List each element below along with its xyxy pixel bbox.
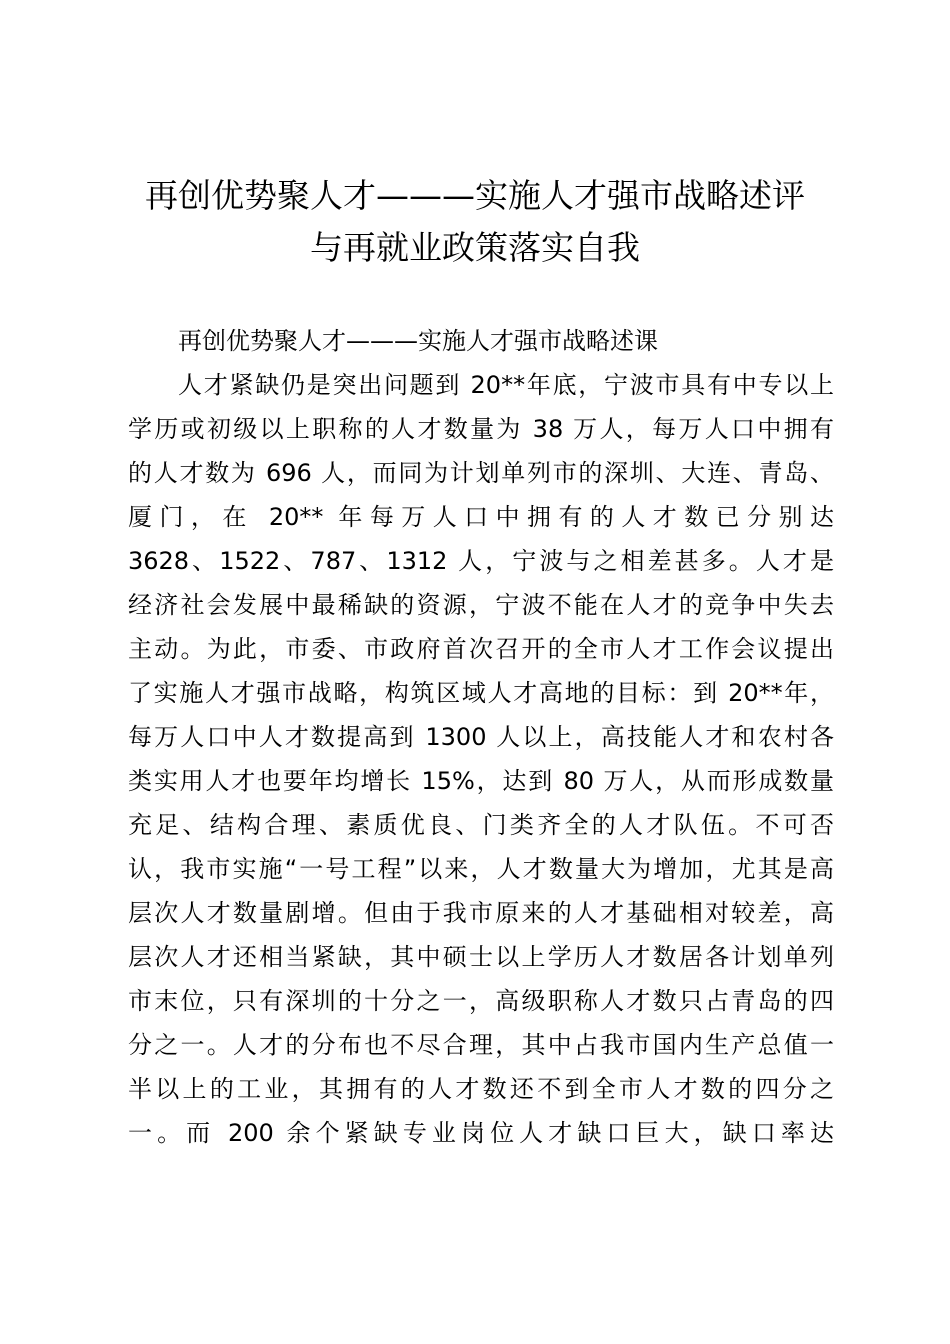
body-line: 了实施人才强市战略，构筑区域人才高地的目标：到 20**年， [128, 679, 834, 707]
body-line: 主动。为此，市委、市政府首次召开的全市人才工作会议提出 [128, 635, 834, 663]
body-line: 3628、1522、787、1312 人，宁波与之相差甚多。人才是 [128, 547, 834, 575]
body-line: 充足、结构合理、素质优良、门类齐全的人才队伍。不可否 [128, 811, 834, 839]
body-line: 认，我市实施“一号工程”以来，人才数量大为增加，尤其是高 [128, 855, 834, 883]
body-line: 层次人才数量剧增。但由于我市原来的人才基础相对较差，高 [128, 899, 834, 927]
body-line: 的人才数为 696 人，而同为计划单列市的深圳、大连、青岛、 [128, 459, 834, 487]
body-line: 一。而 200 余个紧缺专业岗位人才缺口巨大，缺口率达 [128, 1119, 834, 1147]
body-line: 学历或初级以上职称的人才数量为 38 万人，每万人口中拥有 [128, 415, 834, 443]
subtitle-line: 再创优势聚人才———实施人才强市战略述课 [178, 327, 658, 355]
body-line: 分之一。人才的分布也不尽合理，其中占我市国内生产总值一 [128, 1031, 834, 1059]
body-line: 类实用人才也要年均增长 15%，达到 80 万人，从而形成数量 [128, 767, 834, 795]
body-line: 每万人口中人才数提高到 1300 人以上，高技能人才和农村各 [128, 723, 834, 751]
body-line: 层次人才还相当紧缺，其中硕士以上学历人才数居各计划单列 [128, 943, 834, 971]
document-title-line-1: 再创优势聚人才———实施人才强市战略述评 [145, 176, 805, 215]
body-line: 半以上的工业，其拥有的人才数还不到全市人才数的四分之 [128, 1075, 834, 1103]
body-line: 厦门，在 20** 年每万人口中拥有的人才数已分别达 [128, 503, 834, 531]
document-title-line-2: 与再就业政策落实自我 [310, 228, 640, 267]
body-line: 市末位，只有深圳的十分之一，高级职称人才数只占青岛的四 [128, 987, 834, 1015]
body-line: 人才紧缺仍是突出问题到 20**年底，宁波市具有中专以上 [178, 371, 834, 399]
body-line: 经济社会发展中最稀缺的资源，宁波不能在人才的竞争中失去 [128, 591, 834, 619]
